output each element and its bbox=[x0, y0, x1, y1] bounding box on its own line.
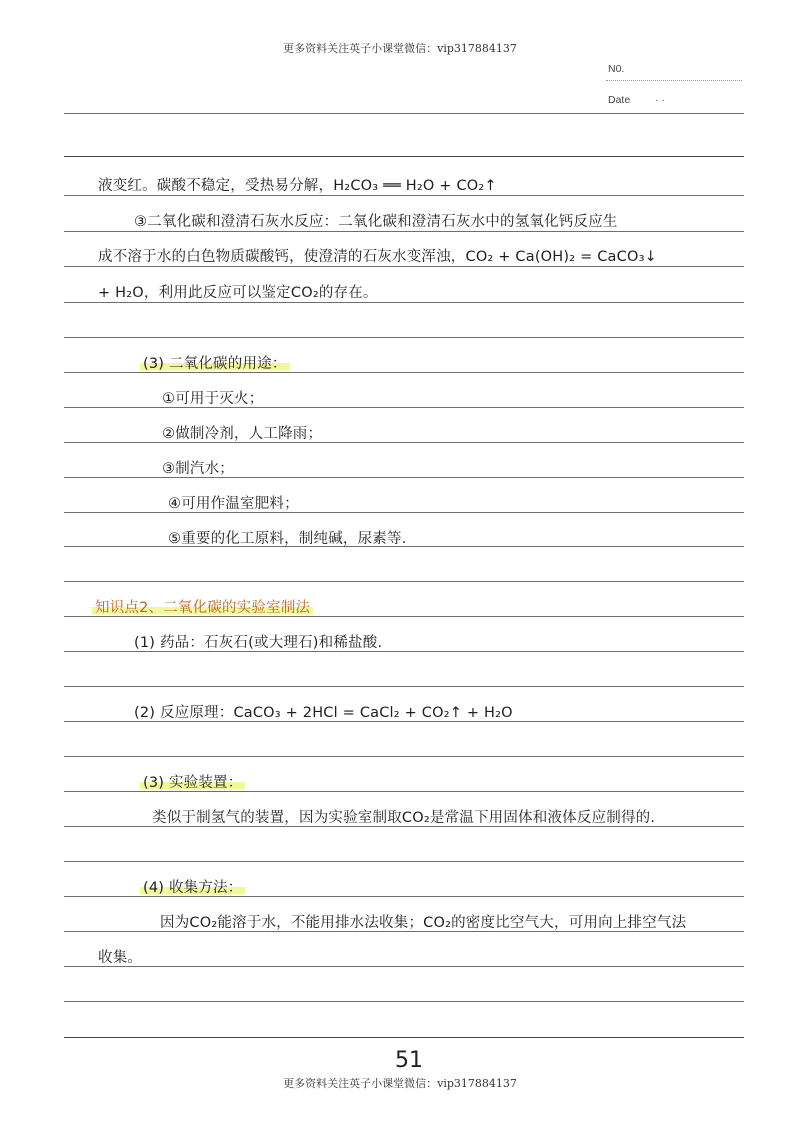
collection-heading-text: (4) 收集方法： bbox=[140, 880, 245, 896]
ruled-line bbox=[64, 966, 744, 967]
uses-item-1: ①可用于灭火； bbox=[162, 391, 264, 407]
text-line-1: 液变红。碳酸不稳定，受热易分解，H₂CO₃ ══ H₂O + CO₂↑ bbox=[98, 178, 497, 194]
apparatus-text: 类似于制氢气的装置，因为实验室制取CO₂是常温下用固体和液体反应制得的. bbox=[152, 810, 656, 826]
lab-reagents: (1) 药品：石灰石(或大理石)和稀盐酸. bbox=[134, 635, 383, 651]
ruled-line bbox=[64, 156, 744, 157]
no-dotted-line bbox=[606, 80, 742, 81]
ruled-line bbox=[64, 756, 744, 757]
apparatus-heading-text: (3) 实验装置： bbox=[140, 775, 245, 791]
uses-item-2: ②做制冷剂，人工降雨； bbox=[162, 426, 323, 442]
lab-heading bbox=[92, 596, 313, 617]
date-label bbox=[608, 94, 665, 106]
no-label: N0. bbox=[608, 63, 625, 75]
watermark-top: 更多资料关注英子小课堂微信：vip317884137 bbox=[283, 42, 517, 55]
ruled-line bbox=[64, 195, 744, 196]
ruled-line bbox=[64, 686, 744, 687]
ruled-line bbox=[64, 231, 744, 232]
uses-heading-text: (3) 二氧化碳的用途： bbox=[140, 356, 290, 372]
ruled-line bbox=[64, 337, 744, 338]
date-dots: · · bbox=[655, 94, 666, 106]
text-line-4: + H₂O，利用此反应可以鉴定CO₂的存在。 bbox=[98, 285, 378, 301]
ruled-line bbox=[64, 266, 744, 267]
text-line-3: 成不溶于水的白色物质碳酸钙，使澄清的石灰水变浑浊，CO₂ + Ca(OH)₂ = CaCO₃↓ bbox=[98, 249, 657, 265]
watermark-bottom: 更多资料关注英子小课堂微信：vip317884137 bbox=[283, 1077, 517, 1090]
lab-principle: (2) 反应原理：CaCO₃ + 2HCl = CaCl₂ + CO₂↑ + H₂O bbox=[134, 705, 513, 721]
ruled-line bbox=[64, 302, 744, 303]
collection-text-1: 因为CO₂能溶于水，不能用排水法收集；CO₂的密度比空气大，可用向上排空气法 bbox=[160, 915, 687, 931]
ruled-line bbox=[64, 113, 744, 114]
uses-item-4: ④可用作温室肥料； bbox=[168, 496, 299, 512]
ruled-line bbox=[64, 1001, 744, 1002]
uses-heading bbox=[140, 352, 290, 373]
collection-text-2: 收集。 bbox=[98, 950, 143, 966]
ruled-line bbox=[64, 581, 744, 582]
ruled-line bbox=[64, 512, 744, 513]
date-label-text: Date bbox=[608, 94, 631, 106]
uses-item-5: ⑤重要的化工原料，制纯碱，尿素等. bbox=[168, 531, 407, 547]
ruled-line bbox=[64, 861, 744, 862]
text-line-2: ③二氧化碳和澄清石灰水反应：二氧化碳和澄清石灰水中的氢氧化钙反应生 bbox=[134, 214, 618, 230]
uses-item-3: ③制汽水； bbox=[162, 461, 234, 477]
ruled-line bbox=[64, 1037, 744, 1038]
collection-heading bbox=[140, 876, 245, 897]
page-number: 51 bbox=[395, 1048, 423, 1073]
apparatus-heading bbox=[140, 771, 245, 792]
lab-heading-text: 知识点2、二氧化碳的实验室制法 bbox=[92, 600, 313, 616]
